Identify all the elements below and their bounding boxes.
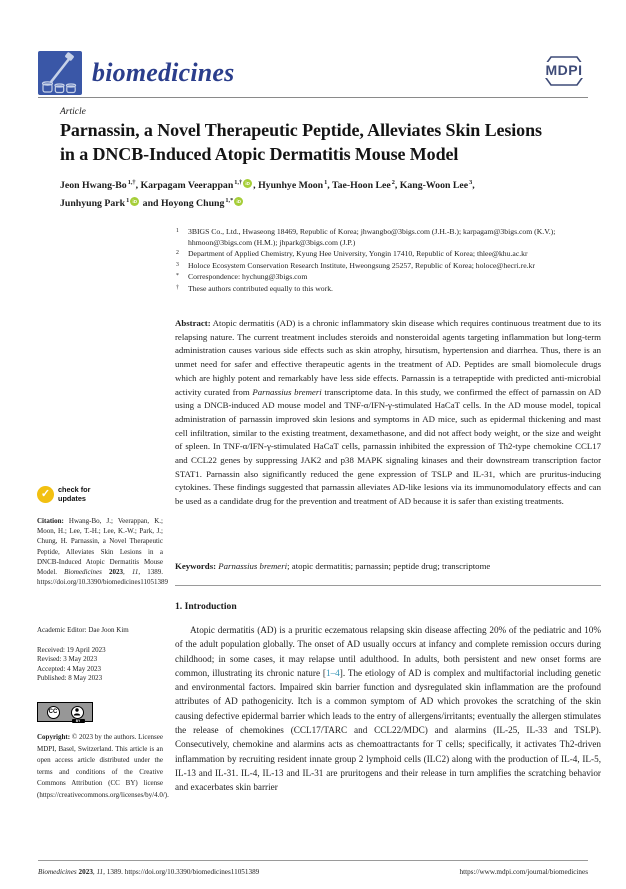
author-list — [60, 175, 605, 211]
journal-brand — [38, 51, 235, 95]
footer-journal: Biomedicines — [38, 868, 77, 876]
article-dates — [37, 646, 163, 683]
affiliation-text: 3BIGS Co., Ltd., Hwaseong 18469, Republic of Korea; jhwangbo@3bigs.com (J.H.-B.); karpagam@3bigs.com (K.V.); hhmoon@3bigs.com (H.M.); jhpark@3bigs.com (J.P.) — [188, 227, 556, 247]
keywords-line — [175, 561, 601, 571]
affiliation-marker: 1 — [176, 228, 179, 234]
intro-text: Atopic dermatitis (AD) is a pruritic eczematous relapsing skin disease affecting 20% of the pediatric and 10% of the adult population globally. The onset of AD usually occurs at infancy and complete remission occurs during childhood; in some cases, it may relapse until adulthood. In adults, both persistent and new onset forms are common, illustrating its chronic nature [ — [175, 625, 601, 678]
footer — [38, 868, 588, 876]
author: Junhyung Park$^1$ iD and — [60, 197, 161, 209]
author-superscript: 1,† — [234, 179, 243, 186]
revised-date: Revised: 3 May 2023 — [37, 655, 98, 664]
title-line-2: in a DNCB-Induced Atopic Dermatitis Mouse Model — [60, 143, 459, 164]
mdpi-logo[interactable] — [538, 53, 590, 89]
citation-year: 2023 — [101, 568, 124, 577]
author: Hyunhye Moon$^1$, — [258, 179, 333, 191]
author-superscript: 2 — [391, 179, 395, 186]
journal-name: biomedicines — [92, 58, 235, 87]
footer-volume: , 11 — [92, 868, 104, 876]
cc-person-icon — [71, 706, 84, 723]
citation-block — [37, 516, 169, 587]
section-heading: 1. Introduction — [175, 601, 237, 612]
author: Tae-Hoon Lee$^2$, — [332, 179, 400, 191]
affiliation-marker: 3 — [176, 261, 179, 268]
affiliation-text: Holoce Ecosystem Conservation Research Institute, Hweongsung 25257, Republic of Korea; holoce@hecri.re.kr — [188, 260, 535, 270]
abstract — [175, 317, 601, 509]
affiliation-item — [175, 284, 601, 295]
cc-icon: CC — [47, 706, 60, 719]
affiliation-item — [175, 249, 601, 260]
affiliation-item — [175, 261, 601, 272]
author-superscript: 1,* — [225, 197, 234, 204]
page-title — [60, 119, 600, 166]
author-superscript: 1 — [324, 179, 328, 186]
affiliation-marker: * — [176, 273, 179, 279]
author: Hoyong Chung$^{1,*}$ iD — [161, 198, 244, 209]
reference-link[interactable]: 1–4 — [325, 667, 340, 678]
footer-journal-url[interactable]: https://www.mdpi.com/journal/biomedicines — [459, 868, 588, 876]
check-icon: ✓ — [37, 486, 54, 503]
article-type-label: Article — [60, 107, 86, 117]
author-superscript: 1 — [126, 197, 130, 204]
footer-year: 2023 — [76, 868, 93, 876]
by-label: BY — [72, 719, 85, 723]
check-for-updates-badge[interactable] — [37, 486, 107, 503]
affiliation-marker: 2 — [176, 250, 179, 256]
abstract-label: Abstract: — [175, 318, 211, 328]
footer-doi-link[interactable]: https://doi.org/10.3390/biomedicines11051389 — [124, 868, 260, 876]
header-rule — [38, 97, 588, 98]
received-date: Received: 19 April 2023 — [37, 646, 106, 654]
abstract-text: transcriptome data. In this study, we confirmed the effect of parnassin on AD using a DNCB-induced AD mouse model and TNF-α/IFN-γ-stimulated HaCaT cells. In the AD mouse model, topical administration of parnassin improved skin lesions and symptoms in AD mice, such as epidermal thickening and mast cell infiltration, similar to the existing treatment, dexamethasone, and did not affect body weight, or the size and weight of spleen. In TNF-α/IFN-γ-stimulated HaCaT cells, parnassin inhibited the expression of Th2-type chemokine CCL17 and CCL22 genes by suppressing JAK2 and p38 MAPK signaling kinases and their downstream transcription factor STAT1. Parnassin also significantly reduced the gene expression of TSLP and IL-31, which are pruritus-inducing cytokines. These findings suggested that parnassin alleviates AD-like lesions via its immunomodulatory effects and can be used as a candidate drug for the prevention and treatment of AD because it is safer than existing treatments. — [175, 386, 601, 507]
orcid-icon[interactable]: iD — [130, 197, 139, 206]
citation-journal: Biomedicines — [64, 568, 102, 577]
biomedicines-logo-icon — [38, 51, 82, 95]
author-superscript: 1,† — [127, 179, 136, 186]
citation-volume: , 11 — [123, 568, 139, 577]
published-date: Published: 8 May 2023 — [37, 673, 103, 682]
citation-doi-link[interactable]: https://doi.org/10.3390/biomedicines11051389 — [37, 578, 169, 587]
mdpi-wordmark: MDPI — [538, 62, 590, 78]
author-superscript: 3 — [469, 179, 473, 186]
affiliation-marker: † — [176, 284, 179, 291]
copyright-block — [37, 732, 169, 802]
abstract-text: Atopic dermatitis (AD) is a chronic inflammatory skin disease which requires continuous treatment due to its relapsing nature. The current treatment includes steroids and nonsteroidal agents targeting inflammation but long-term administration causes various side effects such as skin atrophy, hirsutism, hypertension and diarrhea. Thus, there is an unmet need for safer and effective therapeutic agents in the treatment of AD. Peptides are small biomolecule drugs which are highly potent and remarkably have less side effects. Parnassin is a tetrapeptide with predicted anti-microbial activity curated from — [175, 318, 601, 397]
copyright-label: Copyright: — [37, 733, 71, 741]
citation-text: Hwang-Bo, J.; Veerappan, K.; Moon, H.; Lee, T.-H.; Lee, K.-W.; Park, J.; Chung, H. Parnassin, a Novel Therapeutic Peptide, Alleviates Skin Lesions in a DNCB-Induced Atopic Dermatitis Mouse Model. — [37, 517, 163, 577]
species-name: Parnassius bremeri — [252, 386, 322, 397]
check-badge-label: check for updates — [58, 485, 91, 503]
orcid-icon[interactable]: iD — [243, 179, 252, 188]
affiliation-text: Correspondence: hychung@3bigs.com — [188, 272, 308, 281]
author: Kang-Woon Lee$^3$, — [399, 179, 475, 191]
keywords-label: Keywords: — [175, 561, 217, 571]
affiliation-list — [175, 227, 601, 295]
copyright-text: © 2023 by the authors. Licensee MDPI, Basel, Switzerland. This article is an open access article distributed under the terms and conditions of the Creative Commons Attribution (CC BY) license (https://creativecommons.org/licenses/by/4.0/). — [37, 733, 169, 799]
citation-label: Citation: — [37, 517, 64, 525]
keywords-text: ; atopic dermatitis; parnassin; peptide drug; transcriptome — [287, 561, 491, 571]
author: Karpagam Veerappan$^{1,\dagger}$ iD , — [140, 179, 259, 191]
affiliation-item — [175, 272, 601, 283]
affiliation-item — [175, 227, 601, 248]
title-line-1: Parnassin, a Novel Therapeutic Peptide, Alleviates Skin Lesions — [60, 120, 542, 140]
affiliation-text: Department of Applied Chemistry, Kyung Hee University, Yongin 17410, Republic of Korea; thlee@khu.ac.kr — [188, 249, 528, 258]
section-divider — [175, 585, 601, 586]
intro-paragraph — [175, 623, 601, 795]
intro-text: ]. The etiology of AD is complex and multifactorial including genetic and environmental factors. Impaired skin barrier function and dysregulated skin inflammation are the profound attributes of AD pathogenicity. Itch is a common symptom of AD which provokes the scratching of the skin causing defective epidermal barrier which leads to the entry of allergens/irritants; eventually the allergen stimulates the release of chemokines (CCL17/TARC and CCL22/MDC) and alarmins (IL-25, IL-33 and TSLP). Consecutively, chemokine and alarmins acts as chemoattractants for T cells; specifically, it activates Th2-driven inflammation by recruiting resident innate group 2 lymphoid cells (ILC2) along with the production of IL-4, IL-5, IL-13 and IL-31. IL-4, IL-13 and IL-31 are pruritogens and their release in turn amplifies the scratching behavior and exacerbates skin barrier — [175, 667, 601, 793]
species-name: Parnassius bremeri — [216, 561, 288, 571]
cc-by-license-badge[interactable] — [37, 702, 93, 722]
academic-editor: Academic Editor: Dae Joon Kim — [37, 626, 129, 634]
author: Jeon Hwang-$Bo^{1,\dagger}$, — [60, 179, 141, 191]
orcid-icon[interactable]: iD — [234, 197, 243, 206]
footer-pages: , 1389. — [103, 868, 125, 876]
citation-pages: , 1389. — [138, 568, 164, 577]
accepted-date: Accepted: 4 May 2023 — [37, 664, 101, 673]
affiliation-text: These authors contributed equally to this work. — [188, 283, 333, 293]
footer-citation — [38, 868, 259, 876]
footer-rule — [38, 860, 588, 861]
